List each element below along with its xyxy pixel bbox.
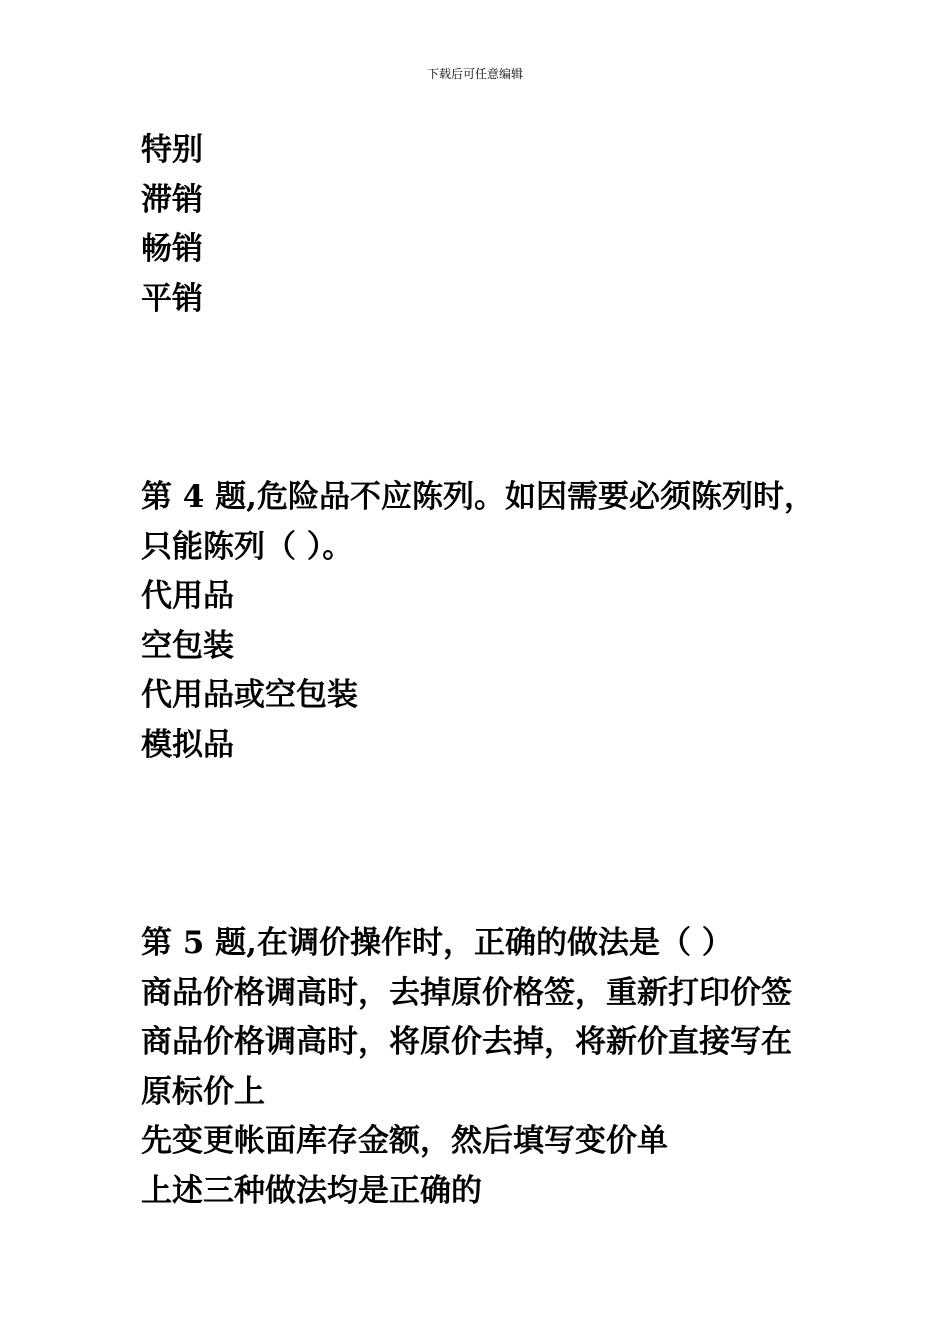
spacer bbox=[141, 324, 841, 473]
question-5-text: 第 5 题,在调价操作时，正确的做法是（ ） bbox=[141, 925, 733, 961]
previous-question-option: 滞销 bbox=[141, 181, 203, 218]
question-4-text: 第 4 题,危险品不应陈列。如因需要必须陈列时， bbox=[141, 479, 815, 515]
previous-question-option: 特别 bbox=[141, 132, 203, 168]
question-5-option: 原标价上 bbox=[141, 1073, 265, 1110]
question-4-option: 代用品 bbox=[141, 578, 234, 614]
question-5-option: 商品价格调高时，去掉原价格签，重新打印价签 bbox=[141, 974, 792, 1011]
question-5-option: 上述三种做法均是正确的 bbox=[141, 1172, 482, 1209]
page-header: 下载后可任意编辑 bbox=[426, 67, 523, 81]
spacer bbox=[141, 770, 841, 919]
previous-question-option: 平销 bbox=[141, 280, 203, 317]
question-4-option: 空包装 bbox=[141, 627, 234, 664]
question-5-option: 先变更帐面库存金额，然后填写变价单 bbox=[141, 1123, 668, 1159]
question-4-option: 代用品或空包装 bbox=[141, 677, 358, 713]
question-5-option: 商品价格调高时，将原价去掉，将新价直接写在 bbox=[141, 1024, 792, 1060]
question-4-option: 模拟品 bbox=[141, 726, 234, 763]
previous-question-option: 畅销 bbox=[141, 231, 203, 267]
question-4-text: 只能陈列（ ）。 bbox=[141, 528, 354, 565]
document-body bbox=[141, 126, 841, 1216]
